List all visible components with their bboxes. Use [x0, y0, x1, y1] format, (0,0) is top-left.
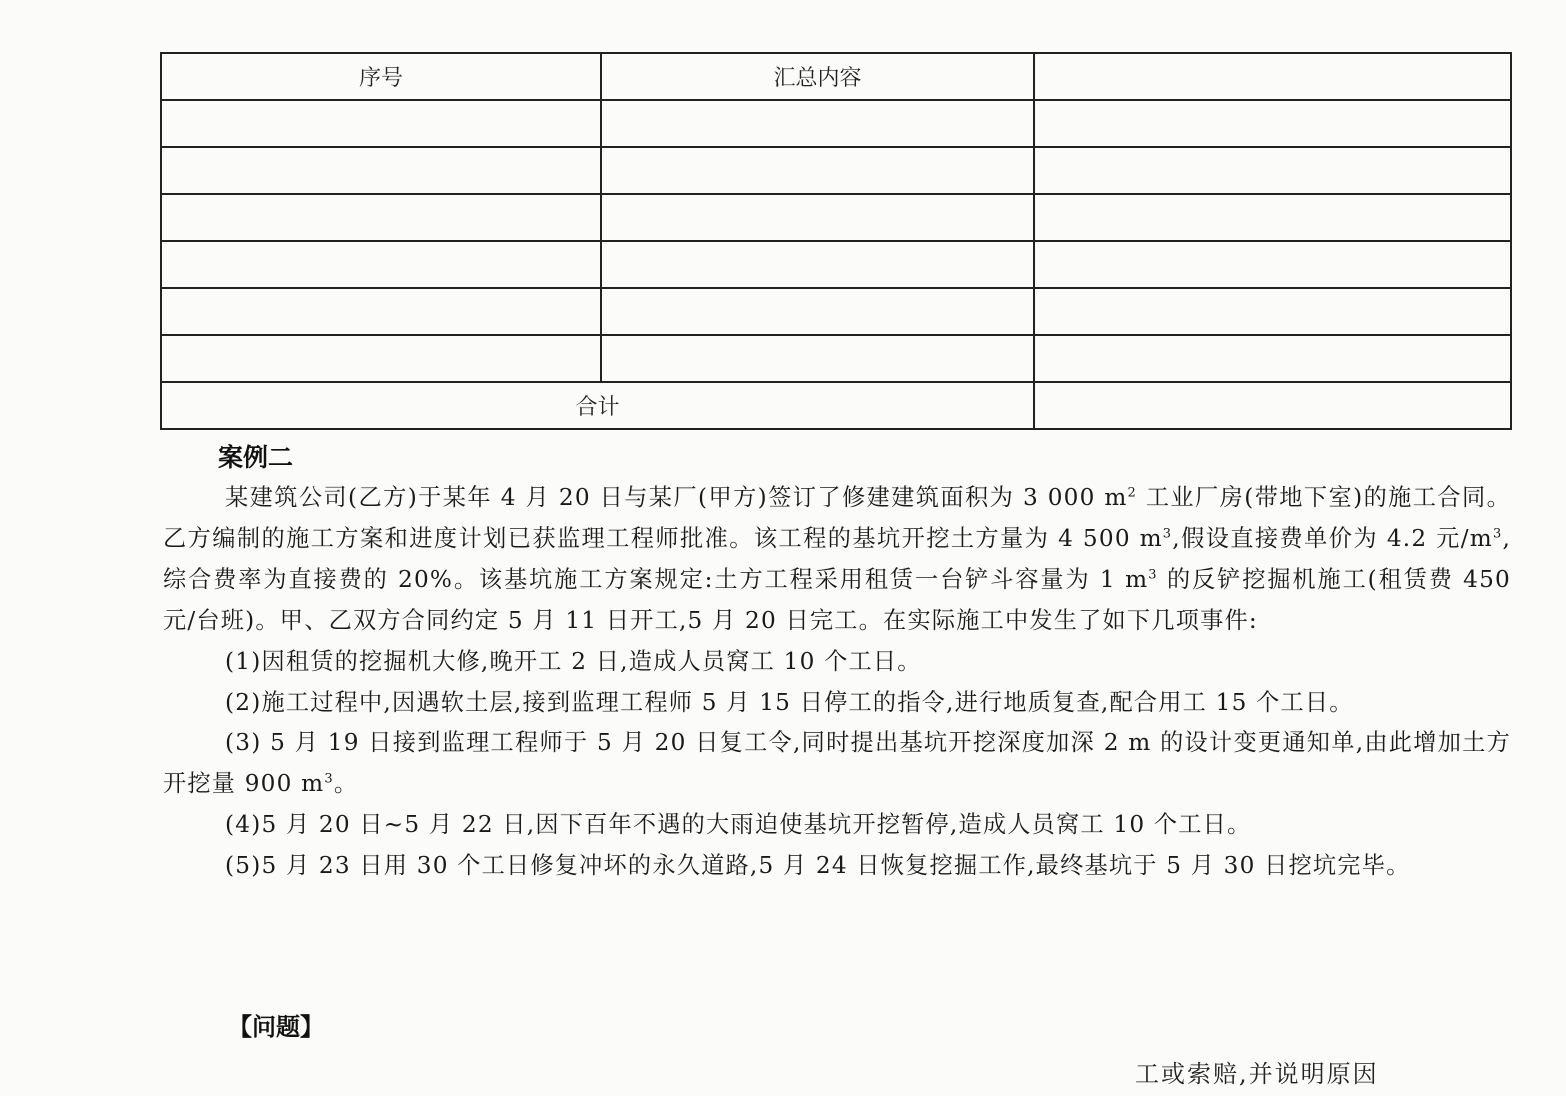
table-cell	[161, 147, 601, 194]
table-cell	[161, 288, 601, 335]
superscript: 3	[1148, 567, 1158, 583]
case-intro-paragraph	[163, 478, 1511, 642]
superscript: 2	[1127, 485, 1138, 501]
event-item-2: (2)施工过程中,因遇软土层,接到监理工程师 5 月 15 日停工的指令,进行地质复查,配合用工 15 个工日。	[225, 688, 1354, 716]
table-cell	[601, 241, 1034, 288]
event-3-text-end: 。	[333, 770, 359, 798]
table-row	[161, 194, 1511, 241]
table-cell	[1034, 241, 1511, 288]
summary-table-container	[160, 52, 1510, 430]
footer-text-cutoff: 工或索赔,并说明原因	[1135, 1060, 1379, 1088]
event-item-4: (4)5 月 20 日~5 月 22 日,因下百年不遇的大雨迫使基坑开挖暂停,造成人员窝工 10 个工日。	[225, 811, 1252, 839]
table-cell	[1034, 335, 1511, 382]
superscript: 3	[1162, 526, 1173, 542]
case-title: 案例二	[218, 443, 294, 472]
table-cell	[161, 335, 601, 382]
table-row	[161, 241, 1511, 288]
table-cell	[601, 100, 1034, 147]
intro-text: ,综合费率为直接费的 20%。该基坑施工方案规定:土方工程采用租赁一台铲斗容量为 1 m	[163, 524, 1512, 593]
superscript: 3	[324, 771, 334, 787]
total-value	[1034, 382, 1511, 429]
table-row	[161, 288, 1511, 335]
event-item-1: (1)因租赁的挖掘机大修,晚开工 2 日,造成人员窝工 10 个工日。	[225, 647, 922, 675]
table-cell	[601, 194, 1034, 241]
total-label: 合计	[161, 382, 1034, 429]
table-cell	[1034, 147, 1511, 194]
table-cell	[601, 335, 1034, 382]
table-cell	[161, 100, 601, 147]
table-row	[161, 100, 1511, 147]
header-summary-content: 汇总内容	[601, 53, 1034, 100]
case-body	[163, 478, 1511, 887]
table-cell	[601, 288, 1034, 335]
questions-heading-cutoff: 【问题】	[228, 1013, 324, 1041]
intro-text: 某建筑公司(乙方)于某年 4 月 20 日与某厂(甲方)签订了修建建筑面积为 3 000 m	[225, 484, 1128, 511]
table-total-row	[161, 382, 1511, 429]
event-3-text: (3) 5 月 19 日接到监理工程师于 5 月 20 日复工令,同时提出基坑开挖深度加深 2 m 的设计变更通知单,由此增加土方开挖量 900 m	[163, 729, 1511, 798]
intro-text: 工业厂房(带地下室)的施工合同。乙方编制的施工方案和进度计划已获监理工程师批准。该工程的基坑开挖土方量为 4 500 m	[163, 484, 1511, 552]
table-header-row	[161, 53, 1511, 100]
superscript: 3	[1492, 526, 1503, 542]
header-blank	[1034, 53, 1511, 100]
header-serial-number: 序号	[161, 53, 601, 100]
table-cell	[1034, 288, 1511, 335]
table-row	[161, 147, 1511, 194]
table-cell	[1034, 100, 1511, 147]
intro-text: ,假设直接费单价为 4.2 元/m	[1172, 524, 1493, 552]
table-row	[161, 335, 1511, 382]
table-cell	[161, 241, 601, 288]
event-item-5: (5)5 月 23 日用 30 个工日修复冲坏的永久道路,5 月 24 日恢复挖掘工作,最终基坑于 5 月 30 日挖坑完毕。	[225, 852, 1411, 880]
intro-text: 的反铲挖掘机施工(租赁费 450 元/台班)。甲、乙双方合同约定 5 月 11 日开工,5 月 20 日完工。在实际施工中发生了如下几项事件:	[163, 565, 1511, 634]
table-cell	[1034, 194, 1511, 241]
table-cell	[161, 194, 601, 241]
event-item-3	[163, 723, 1511, 805]
summary-table	[160, 52, 1512, 430]
table-cell	[601, 147, 1034, 194]
